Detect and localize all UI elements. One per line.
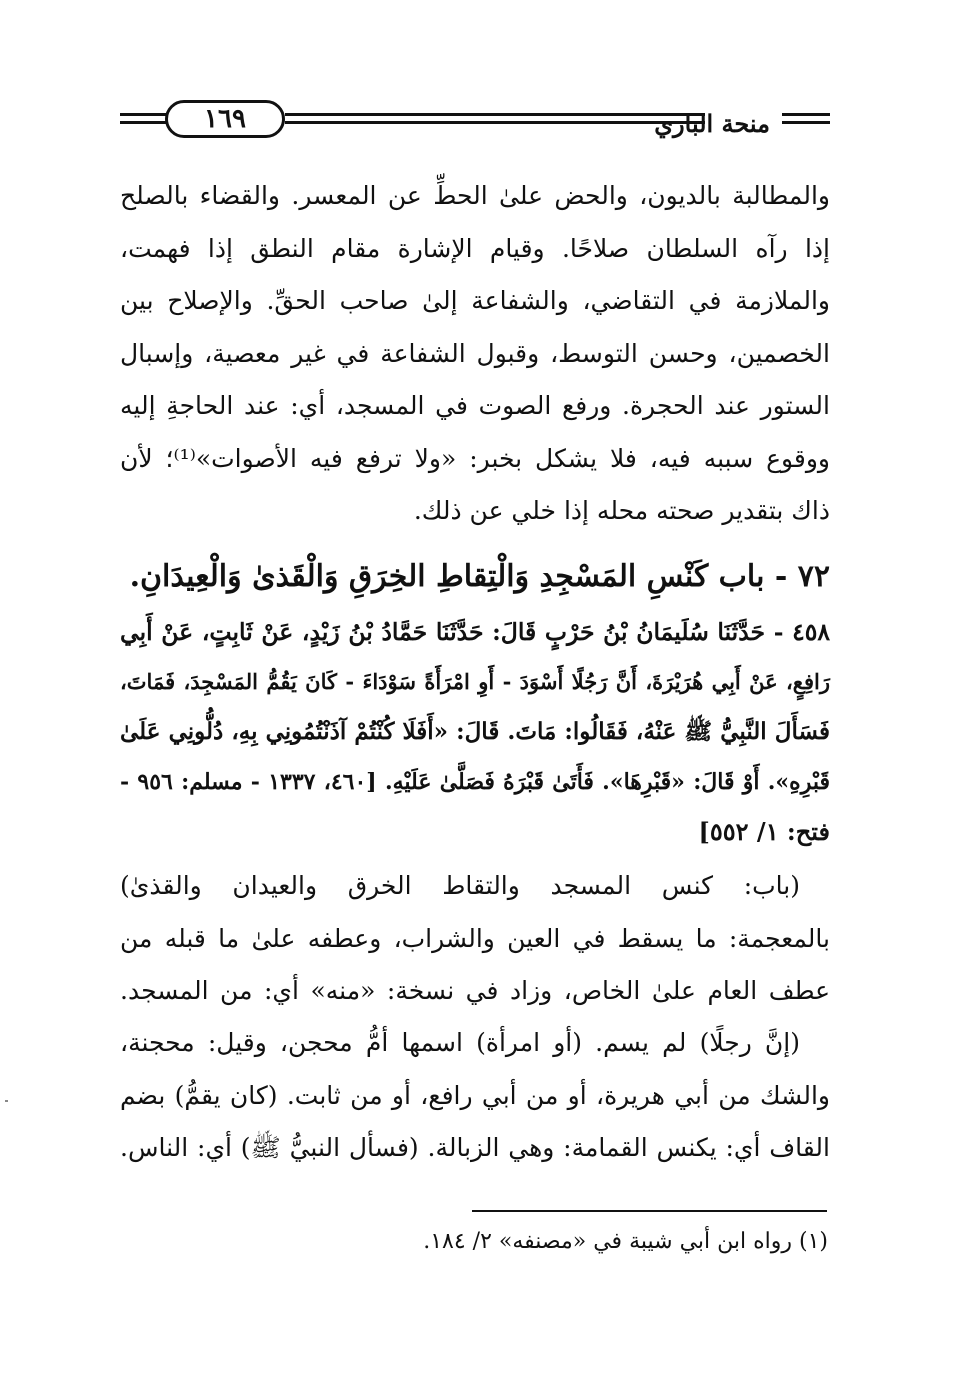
paragraph-3 [120, 1017, 830, 1175]
header-rule-left-bottom [120, 121, 168, 124]
running-title: منحة الباري [654, 109, 770, 138]
text-line: القاف أي: يكنس القمامة: وهي الزبالة. (فسأل النبيُّ ﷺ) أي: الناس. [120, 1133, 830, 1162]
text-line: ووقوع سببه فيه، فلا يشكل بخبر: «ولا ترفع فيه الأصوات»⁽¹⁾؛ لأن [120, 443, 831, 473]
hadith-line: رَافِعٍ، عَنْ أَبِي هُرَيْرَةَ، أَنَّ رَجُلًا أَسْوَدَ - أَوِ امْرَأَةً سَوْدَاءَ - كَانَ يَقُمُّ المَسْجِدَ، فَمَاتَ، [120, 669, 830, 694]
paragraph-1 [120, 170, 830, 538]
footnote-separator [472, 1210, 827, 1212]
text-line: والشك من أبي هريرة، أو من أبي رافع، أو من ثابت. (كان يقمُّ) بضم [120, 1080, 830, 1110]
hadith-line: فتح: ١/ ٥٥٢] [698, 817, 830, 846]
header-rule-mid-top [285, 113, 705, 116]
text-line: (باب: كنس المسجد والتقاط الخرق والعيدان والقذىٰ) [120, 871, 800, 900]
text-line: والملازمة في التقاضي، والشفاعة إلىٰ صاحب الحقِّ. والإصلاح بين [120, 286, 830, 315]
paragraph-2 [120, 860, 830, 1018]
hadith-text [120, 607, 830, 857]
text-line: الستور عند الحجرة. ورفع الصوت في المسجد، أي: عند الحاجةِ إليه [120, 391, 830, 420]
hadith-line: ٤٥٨ - حَدَّثَنَا سُلَيمَانُ بْنُ حَرْبٍ قَالَ: حَدَّثَنَا حَمَّادُ بْنُ زَيْدٍ، عَنْ ثَابِتٍ، عَنْ أَبِي [120, 618, 830, 646]
header-rule-left-top [120, 113, 168, 116]
header-rule-mid-bottom [285, 121, 705, 124]
chapter-heading: ٧٢ - باب كَنْسِ المَسْجِدِ وَالْتِقاطِ الخِرَقِ وَالْقَذىٰ وَالْعِيدَانِ. [129, 559, 830, 594]
text-line: بالمعجمة: ما يسقط في العين والشراب، وعطفه علىٰ ما قبله من [120, 923, 830, 953]
header-rule-right-bottom [782, 121, 830, 124]
page-number: ١٦٩ [165, 100, 285, 138]
page-header [120, 95, 830, 150]
text-line: (إنَّ رجلًا) لم يسم. (أو امرأة) اسمها أمُّ محجن، وقيل: محجنة، [120, 1028, 800, 1057]
text-line: إذا رآه السلطان صلاحًا. وقيام الإشارة مقام النطق إذا فهمت، [120, 233, 830, 263]
text-line: عطف العام علىٰ الخاص، وزاد في نسخة: «منه» أي: من المسجد. [120, 976, 830, 1005]
text-line: الخصمين، وحسن التوسط، وقبول الشفاعة في غير معصية، وإسبال [120, 338, 830, 368]
footnote: (١) رواه ابن أبي شيبة في «مصنفه» ٢/ ١٨٤. [423, 1229, 828, 1254]
header-rule-right-top [782, 113, 830, 116]
hadith-line: قَبْرِهِ». أَوْ قَالَ: «قَبْرِهَا». فَأَتَىٰ قَبْرَهُ فَصَلَّىٰ عَلَيْهِ. [٤٦٠، ١٣٣٧ - مسلم: ٩٥٦ - [120, 769, 830, 795]
hadith-line: فَسَأَلَ النَّبِيُّ ﷺ عَنْهُ، فَقَالُوا: مَاتَ. قَالَ: «أَفَلَا كُنْتُمْ آذَنْتُمُونِي بِهِ، دُلُّونِي عَلَىٰ [120, 718, 830, 745]
text-line: ذاك بتقدير صحته محله إذا خلي عن ذلك. [413, 496, 830, 525]
text-line: والمطالبة بالديون، والحض علىٰ الحطِّ عن المعسر. والقضاء بالصلح [120, 181, 830, 210]
scan-speck [5, 1100, 8, 1102]
